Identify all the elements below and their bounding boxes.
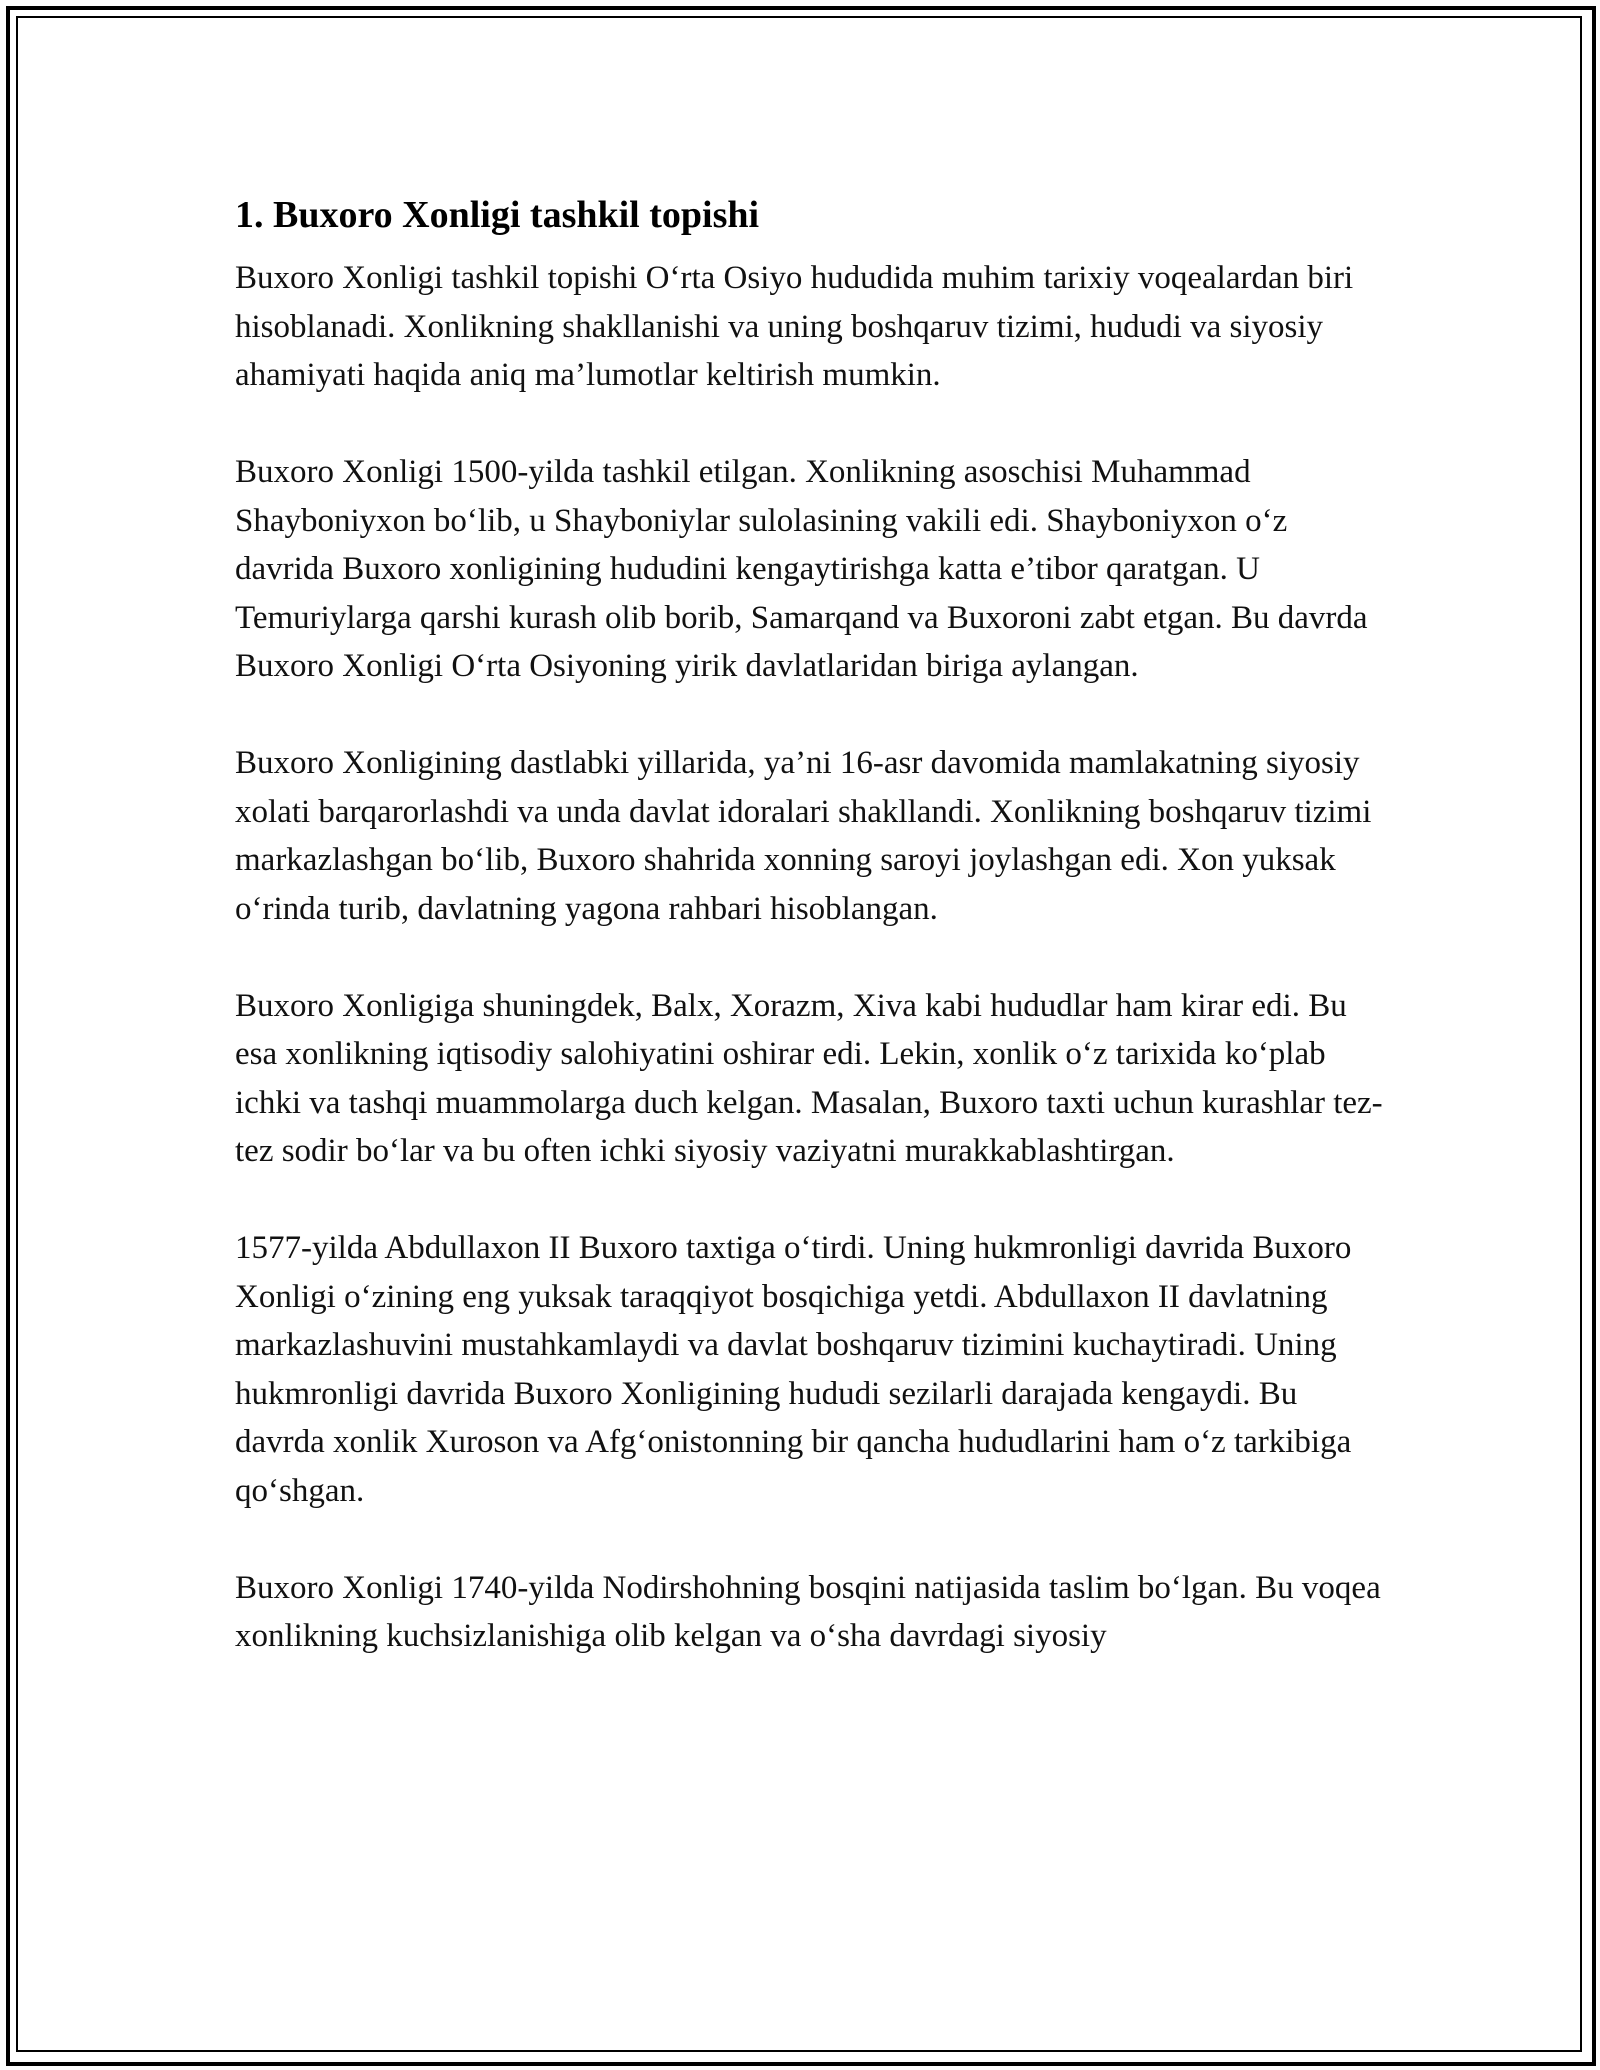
paragraph-6: Buxoro Xonligi 1740-yilda Nodirshohning bosqini natijasida taslim bo‘lgan. Bu voqea xonlikning kuchsizlanishiga olib kelgan va o‘sha davrdagi siyosiy	[235, 1569, 1381, 1654]
section-heading: 1. Buxoro Xonligi tashkil topishi	[235, 194, 760, 236]
paragraph-3: Buxoro Xonligining dastlabki yillarida, ya’ni 16-asr davomida mamlakatning siyosiy xolati barqarorlashdi va unda davlat idoralari shakllandi. Xonlikning boshqaruv tizimi markazlashgan bo‘lib, Buxoro shahrida xonning saroyi joylashgan edi. Xon yuksak o‘rinda turib, davlatning yagona rahbari hisoblangan.	[235, 745, 1372, 927]
paragraph-4: Buxoro Xonligiga shuningdek, Balx, Xorazm, Xiva kabi hududlar ham kirar edi. Bu esa xonlikning iqtisodiy salohiyatini oshirar edi. Lekin, xonlik o‘z tarixida ko‘plab ichki va tashqi muammolarga duch kelgan. Masalan, Buxoro taxti uchun kurashlar tez-tez sodir bo‘lar va bu often ichki siyosiy vaziyatni murakkablashtirgan.	[235, 987, 1383, 1169]
paragraph-5: 1577-yilda Abdullaxon II Buxoro taxtiga o‘tirdi. Uning hukmronligi davrida Buxoro Xonligi o‘zining eng yuksak taraqqiyot bosqichiga yetdi. Abdullaxon II davlatning markazlashuvini mustahkamlaydi va davlat boshqaruv tizimini kuchaytiradi. Uning hukmronligi davrida Buxoro Xonligining hududi sezilarli darajada kengaydi. Bu davrda xonlik Xuroson va Afg‘onistonning bir qancha hududlarini ham o‘z tarkibiga qo‘shgan.	[235, 1230, 1352, 1509]
paragraph-1: Buxoro Xonligi tashkil topishi O‘rta Osiyo hududida muhim tarixiy voqealardan biri hisoblanadi. Xonlikning shakllanishi va uning boshqaruv tizimi, hududi va siyosiy ahamiyati haqida aniq ma’lumotlar keltirish mumkin.	[235, 260, 1354, 393]
paragraph-2: Buxoro Xonligi 1500-yilda tashkil etilgan. Xonlikning asoschisi Muhammad Shayboniyxon bo‘lib, u Shayboniylar sulolasining vakili edi. Shayboniyxon o‘z davrida Buxoro xonligining hududini kengaytirishga katta e’tibor qaratgan. U Temuriylarga qarshi kurash olib borib, Samarqand va Buxoroni zabt etgan. Bu davrda Buxoro Xonligi O‘rta Osiyoning yirik davlatlaridan biriga aylangan.	[235, 454, 1368, 684]
document-body	[235, 186, 1385, 1709]
